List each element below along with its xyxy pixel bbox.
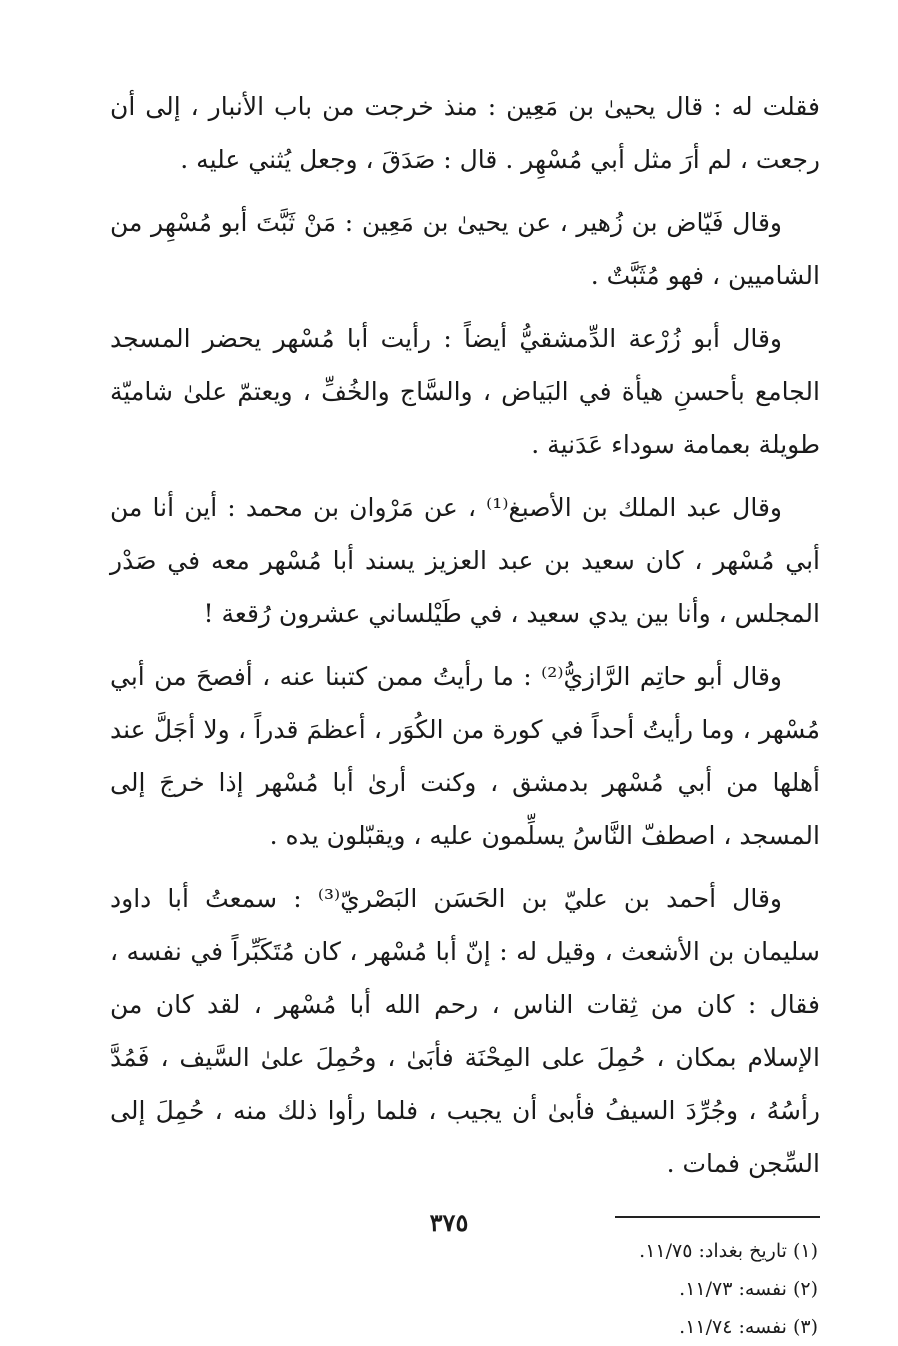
- paragraph-4: وقال عبد الملك بن الأصبغ⁽¹⁾ ، عن مَرْوان بن محمد : أين أنا من أبي مُسْهر ، كان سعيد بن عبد العزيز يسند أبا مُسْهر معه في صَدْر المجلس ، وأنا بين يدي سعيد ، في طَيْلساني عشرون رُقعة !: [110, 493, 820, 628]
- paragraph-3: وقال أبو زُرْعة الدِّمشقيُّ أيضاً : رأيت أبا مُسْهر يحضر المسجد الجامع بأحسنِ هيأة في البَياض ، والسَّاج والخُفِّ ، ويعتمّ علىٰ شاميّة طويلة بعمامة سوداء عَدَنية .: [110, 324, 820, 459]
- paragraph-1: فقلت له : قال يحيىٰ بن مَعِين : منذ خرجت من باب الأنبار ، إلى أن رجعت ، لم أرَ مثل أبي مُسْهِر . قال : صَدَقَ ، وجعل يُثني عليه .: [110, 92, 820, 174]
- page-number: ٣٧٥: [429, 1208, 469, 1237]
- paragraph-2: وقال فَيّاض بن زُهير ، عن يحيىٰ بن مَعِين : مَنْ ثَبَّتَ أبو مُسْهِر من الشاميين ، فهو مُثَبَّتٌ .: [110, 208, 820, 290]
- page-body: [110, 80, 820, 1346]
- paragraph-6: وقال أحمد بن عليّ بن الحَسَن البَصْريّ⁽³⁾ : سمعتُ أبا داود سليمان بن الأشعث ، وقيل له : إنّ أبا مُسْهر ، كان مُتَكَبِّراً في نفسه ، فقال : كان من ثِقات الناس ، رحم الله أبا مُسْهر ، لقد كان من الإسلام بمكان ، حُمِلَ على المِحْنَة فأبَىٰ ، وحُمِلَ علىٰ السَّيف ، فَمُدَّ رأسُهُ ، وجُرِّدَ السيفُ فأبىٰ أن يجيب ، فلما رأوا ذلك منه ، حُمِلَ إلى السِّجن فمات .: [110, 884, 820, 1178]
- footnote-2: (٢) نفسه: ١١/٧٣.: [679, 1278, 818, 1300]
- footnote-1: (١) تاريخ بغداد: ١١/٧٥.: [639, 1240, 818, 1262]
- paragraph-5: وقال أبو حاتِم الرَّازيُّ⁽²⁾ : ما رأيتُ ممن كتبنا عنه ، أفصحَ من أبي مُسْهر ، وما رأيتُ أحداً في كورة من الكُوَر ، أعظمَ قدراً ، ولا أجَلَّ عند أهلها من أبي مُسْهر بدمشق ، وكنت أرىٰ أبا مُسْهر إذا خرجَ إلى المسجد ، اصطفّ النَّاسُ يسلِّمون عليه ، ويقبّلون يده .: [110, 662, 820, 850]
- footnote-3: (٣) نفسه: ١١/٧٤.: [679, 1316, 818, 1338]
